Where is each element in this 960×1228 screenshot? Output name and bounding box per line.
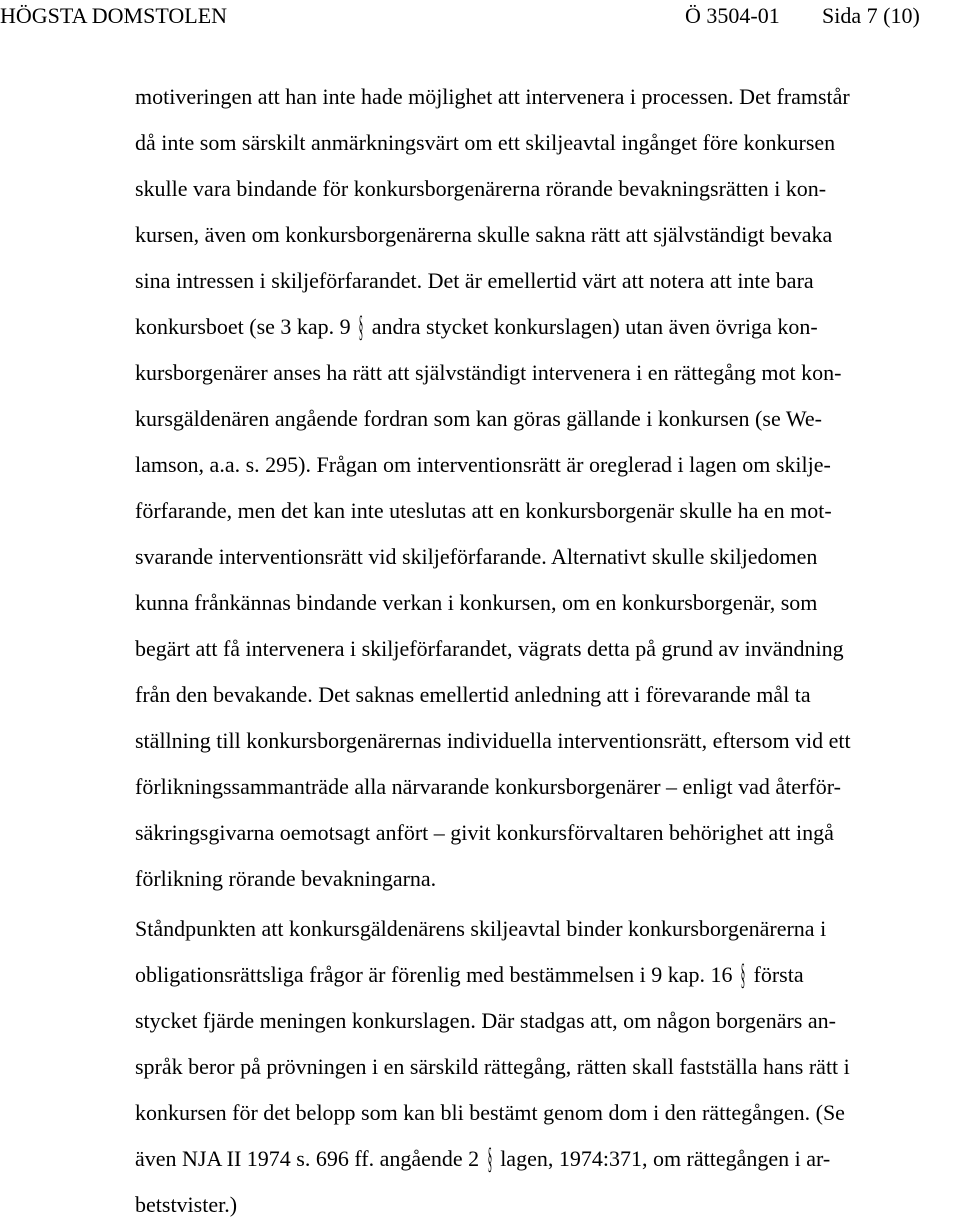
- text-line: lamson, a.a. s. 295). Frågan om interventionsrätt är oreglerad i lagen om skilje-: [135, 452, 831, 477]
- text-line: skulle vara bindande för konkursborgenärerna rörande bevakningsrätten i kon-: [135, 176, 827, 201]
- text-fragment: obligationsrättsliga frågor är förenlig med bestämmelsen i 9 kap. 16: [135, 962, 739, 987]
- text-line: [135, 952, 950, 998]
- text-line: sina intressen i skiljeförfarandet. Det är emellertid värt att notera att inte bara: [135, 268, 814, 293]
- text-line: konkursen för det belopp som kan bli bestämt genom dom i den rättegången. (Se: [135, 1100, 845, 1125]
- section-sign-symbol: §: [487, 1143, 492, 1177]
- text-line: Ståndpunkten att konkursgäldenärens skiljeavtal binder konkursborgenärerna i: [135, 916, 827, 941]
- text-line: begärt att få intervenera i skiljeförfarandet, vägrats detta på grund av invändning: [135, 636, 844, 661]
- section-sign-symbol: §: [358, 311, 364, 345]
- section-sign-symbol: §: [740, 959, 746, 993]
- text-line: från den bevakande. Det saknas emellertid anledning att i förevarande mål ta: [135, 682, 811, 707]
- text-line: förfarande, men det kan inte uteslutas att en konkursborgenär skulle ha en mot-: [135, 498, 832, 523]
- text-fragment: lagen, 1974:371, om rättegången i ar-: [494, 1146, 831, 1171]
- text-line: ställning till konkursborgenärernas individuella interventionsrätt, eftersom vid ett: [135, 728, 851, 753]
- text-fragment: andra stycket konkurslagen) utan även övriga kon-: [366, 314, 818, 339]
- text-line: säkringsgivarna oemotsagt anfört – givit konkursförvaltaren behörighet att ingå: [135, 820, 834, 845]
- text-line: [135, 304, 950, 350]
- text-line: förlikningssammanträde alla närvarande konkursborgenärer – enligt vad återför-: [135, 774, 841, 799]
- page-header: [0, 0, 960, 40]
- text-line: språk beror på prövningen i en särskild rättegång, rätten skall fastställa hans rätt i: [135, 1054, 850, 1079]
- text-fragment: första: [748, 962, 804, 987]
- case-number: Ö 3504-01: [685, 3, 780, 28]
- text-fragment: konkursboet (se 3 kap. 9: [135, 314, 357, 339]
- text-line: kursen, även om konkursborgenärerna skulle sakna rätt att självständigt bevaka: [135, 222, 833, 247]
- paragraph-2: [135, 906, 950, 1228]
- text-line: kunna frånkännas bindande verkan i konkursen, om en konkursborgenär, som: [135, 590, 818, 615]
- text-line: betstvister.): [135, 1192, 238, 1217]
- text-line: stycket fjärde meningen konkurslagen. Där stadgas att, om någon borgenärs an-: [135, 1008, 836, 1033]
- text-line: förlikning rörande bevakningarna.: [135, 866, 437, 891]
- court-name: HÖGSTA DOMSTOLEN: [0, 3, 228, 28]
- text-line: motiveringen att han inte hade möjlighet att intervenera i processen. Det framstår: [135, 84, 850, 109]
- text-line: [135, 1136, 950, 1182]
- text-line: kursborgenärer anses ha rätt att självständigt intervenera i en rättegång mot kon-: [135, 360, 842, 385]
- text-line: då inte som särskilt anmärkningsvärt om ett skiljeavtal ingånget före konkursen: [135, 130, 836, 155]
- paragraph-1: [135, 74, 950, 902]
- text-line: kursgäldenären angående fordran som kan göras gällande i konkursen (se We-: [135, 406, 822, 431]
- page-number: Sida 7 (10): [822, 3, 920, 28]
- text-line: svarande interventionsrätt vid skiljeförfarande. Alternativt skulle skiljedomen: [135, 544, 818, 569]
- text-fragment: även NJA II 1974 s. 696 ff. angående 2: [135, 1146, 485, 1171]
